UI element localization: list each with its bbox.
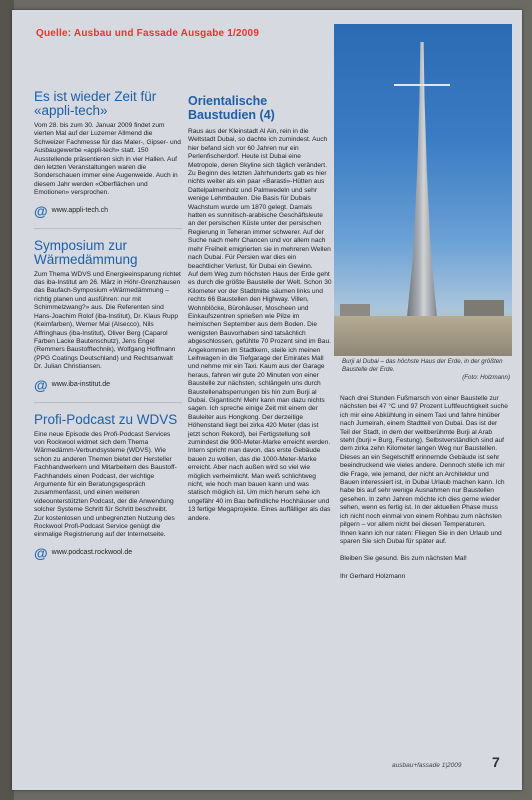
link-url: www.appli-tech.ch [51, 207, 109, 215]
author-signature: Ihr Gerhard Holzmann [340, 572, 406, 580]
section-title: Symposium zur Wärmedämmung [34, 237, 138, 267]
source-line: Quelle: Ausbau und Fassade Ausgabe 1/2009 [36, 28, 260, 39]
article-paragraph: Bleiben Sie gesund. Bis zum nächsten Mal! [340, 555, 467, 563]
section-title: Profi-Podcast zu WDVS [34, 411, 178, 427]
section-body-2: Zur kostenlosen und unbegrenzten Nutzung des Rockwool Profi-Podcast Service genügt die einmalige Registrierung auf der Internetseite. [34, 514, 175, 539]
web-link[interactable] [34, 546, 182, 560]
divider [34, 228, 182, 229]
page-number: 7 [492, 754, 500, 770]
section-body: Eine neue Episode des Profi-Podcast Services von Rockwool widmet sich dem Thema Wärmedämm-Verbundsysteme (WDVS). Wie schon zu anderen Themen bietet der Hersteller Fachhandwerkern und Mitarbeitern des Baustoff-Fachhandels einen Podcast, der wichtige Argumente für ein Beratungsgespräch zusammenfasst, und einen weiteren videounterstützten Podcast, der die Anwendung solcher Systeme Schritt für Schritt beschreibt. [34, 430, 177, 514]
link-url: www.iba-institut.de [51, 381, 111, 389]
ground-shape [334, 316, 512, 356]
section-podcast [34, 413, 182, 560]
divider [34, 402, 182, 403]
caption-text: Burji al Dubai – das höchste Haus der Erde, in der größten Baustelle der Erde. [342, 358, 503, 373]
middle-column [188, 94, 332, 523]
at-icon: @ [34, 544, 48, 561]
magazine-footer: ausbau+fassade 1|2009 [392, 762, 462, 769]
at-icon: @ [34, 202, 48, 219]
section-appli-tech [34, 90, 182, 218]
web-link[interactable] [34, 204, 182, 218]
left-column [34, 90, 182, 560]
web-link[interactable] [34, 378, 182, 392]
right-column [340, 395, 508, 580]
at-icon: @ [34, 376, 48, 393]
photo-caption [342, 358, 510, 382]
article-title: Orientalische Baustudien (4) [188, 94, 275, 122]
section-symposium [34, 239, 182, 392]
article-paragraph: Ihnen kann ich nur raten: Fliegen Sie in den Urlaub und sparen Sie sich Dubai für später auf. [340, 529, 502, 545]
caption-credit: (Foto: Holzmann) [462, 374, 510, 381]
magazine-page [12, 10, 522, 790]
section-body: Vom 28. bis zum 30. Januar 2009 findet zum vierten Mal auf der Luzerner Allmend die Schweizer Fachmesse für das Maler-, Gipser- und Ausbaugewerbe «appli-tech» statt. 150 Ausstellende präsentieren sich in vier Hallen. Auf den letzten Veranstaltungen waren die Sonderschauen immer eine Augenweide. Auch in diesem Jahr werden «Oberflächen und Emotionen» versprochen. [34, 122, 181, 197]
article-paragraph: Auf dem Weg zum höchsten Haus der Erde geht es durch die größte Baustelle der Welt. Schon 30 Kilometer vor der Stadtmitte säumen links und rechts 66 Baustellen den Highway. Villen, Wohnblöcke, Bürohäuser, Moscheen und Einkaufszentren sprießen wie Pilze im heimischen September aus dem Boden. Die wenigsten Bauvorhaben sind tatsächlich abgeschlossen, gefühlte 70 Prozent sind im Bau. Angekommen im Stadtkern, steile ich meinen Leihwagen in die Tiefgarage der Emirates Mall und nehme mir ein Taxi. Kaum aus der Garage heraus, fahren wir gute 20 Minuten von einer Baustelle zur nächsten, schlängeln uns durch Baustellenabsperrungen bis hin zum Burji al Dubai. Gigantisch! Mehr kann man dazu nichts sagen. Ich spreche einige Zeit mit einem der Bauleiter aus Hongkong. Der derzeitige Höhenstand liegt bei zirka 420 Meter (das ist jetzt schon Rekord), bei Fertigstellung soll zumindest die 900-Meter-Marke erreicht werden. Intern spricht man davon, das erste Gebäude bauen zu wollen, das die 1000-Meter-Marke erreicht. Aber nach außen wird so viel wie möglich verheimlicht. Man weiß schlichtweg nicht, wie hoch man bauen kann und was statisch möglich ist. Um mich herum sehe ich ungefähr 40 im Bau befindliche Hochhäuser und 13 fertige Megaprojekte. Eines auffälliger als das andere. [188, 270, 332, 522]
link-url: www.podcast.rockwool.de [51, 549, 133, 557]
section-title: Es ist wieder Zeit für «appli-tech» [34, 89, 157, 118]
burj-dubai-photo [334, 24, 512, 356]
article-paragraph: Nach drei Stunden Fußmarsch von einer Baustelle zur nächsten bei 47 °C und 97 Prozent Luftfeuchtigkeit suche ich mir eine Abkühlung in einem Taxi und fahre hinüber nach Jumeirah, einem Stadtteil von Dubai. Das ist der Teil der Stadt, in dem der weltberühmte Burji al Arab steht (burji = Burg, Festung). Selbstverständlich sind auf dem zirka zehn Kilometer langen Weg nur Baustellen. Dieses an ein Segelschiff erinnernde Gebäude ist sehr beeindruckend wie vieles andere. Dennoch stelle ich mir die Frage, wie jemand, der nicht an Architektur und Bauen interessiert ist, in Dubai Urlaub machen kann. Ich habe bis auf sehr wenige Ausnahmen nur Baustellen gesehen. In zehn Jahren möchte ich dies gerne wieder sehen, wenn es fertig ist. In der aktuellen Phase muss ich nicht noch einmal von einem Rohbau zum nächsten pilgern – vor allem nicht bei diesen Temperaturen. [340, 395, 508, 529]
crane-shape [394, 84, 450, 86]
article-paragraph: Raus aus der Kleinstadt Al Ain, rein in die Weltstadt Dubai, so dachte ich zumindest. Auch hier befand sich vor 60 Jahren nur ein Perlenfischerdorf. Heute ist Dubai eine Metropole, deren Skyline sich täglich verändert. Zu Beginn des letzten Jahrhunderts gab es hier nichts weiter als ein paar «Barasti»-Hütten aus Dattelpalmenholz und Palmwedeln und sehr wenige Lehmbauten. Die Basis für Dubais Wachstum wurde um 1870 gelegt. Damals hatten es sunnitisch-arabische Geschäftsleute an der persischen Küste unter der persischen Regierung in Teheran immer schwerer. Auf der Suche nach mehr Chancen und vor allem nach mehr Freiheit emigrierten sie in mehreren Wellen nach Dubai. Für Persien war dies ein beachtlicher Verlust, für Dubai ein Gewinn. [188, 128, 331, 270]
section-body: Zum Thema WDVS und Energieeinsparung richtet das iba-Institut am 26. März in Höhr-Grenzhausen das Baufach-Symposium «Wärmedämmung – richtig planen und ausführen: nur mit Schimmelzwang?» aus. Die Referenten sind Hans-Joachim Rolof (iba-Institut), Dr. Klaus Rupp (Keimfarben), Werner Mai (Alsecco), Nils Affringhaus (iba-Institut), Oliver Berg (Caparol Farben Lacke Bautenschutz), Jens Engel (Remmers Baustofftechnik), Wolfgang Hoffmann (PPG Coatings Deutschland) und Rechtsanwalt Dr. Julian Christiansen. [34, 270, 181, 371]
